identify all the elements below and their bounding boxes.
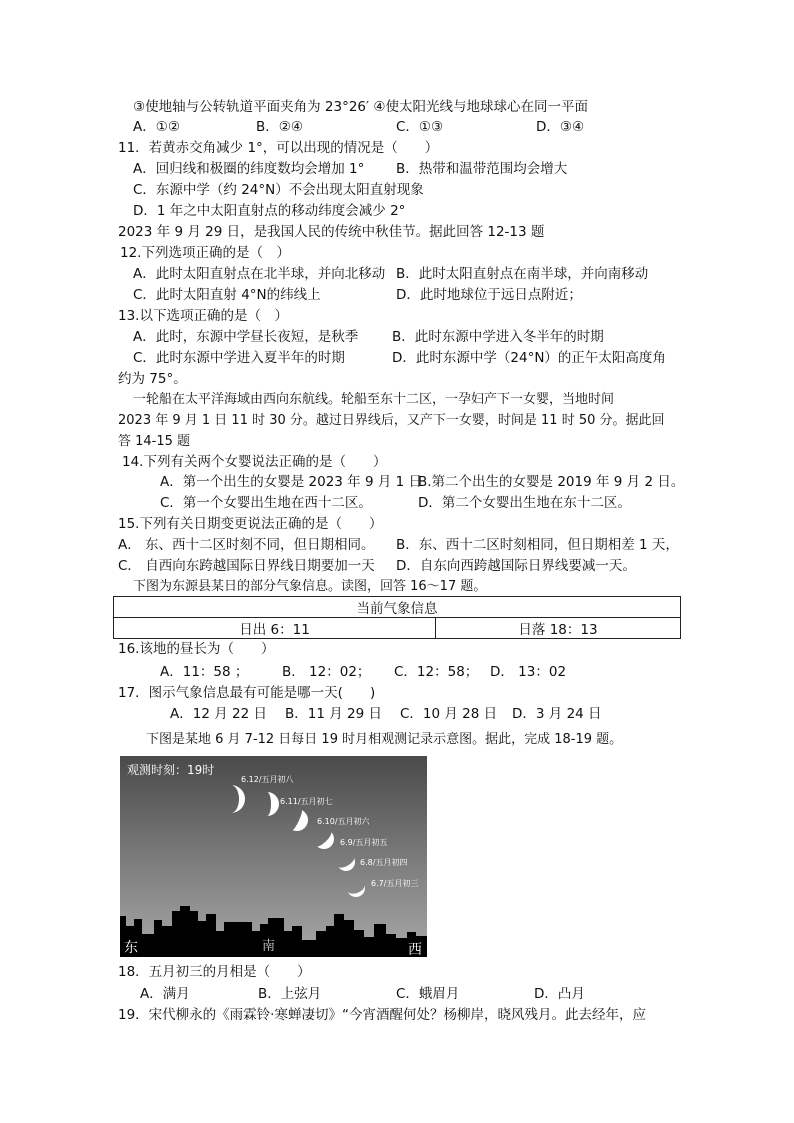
q19-stem: 19．宋代柳永的《雨霖铃·寒蝉凄切》“今宵酒醒何处？杨柳岸，晓风残月。此去经年，应 [118,1007,646,1023]
q16-option-c: C．12：58； [394,664,479,680]
q17-option-a: A．12 月 22 日 [170,706,267,722]
q13-option-d-cont: 约为 75°。 [118,371,187,387]
direction-east: 东 [124,940,138,956]
q13-stem: 13.以下选项正确的是（ ） [118,308,288,324]
intro-14-15-line3: 答 14-15 题 [118,434,191,449]
intro-16-17: 下图为东源县某日的部分气象信息。读图，回答 16～17 题。 [133,579,487,594]
q14-option-d: D．第二个女婴出生地在东十二区。 [418,495,631,511]
intro-12-13: 2023 年 9 月 29 日，是我国人民的传统中秋佳节。据此回答 12-13 题 [118,224,545,240]
q18-stem: 18．五月初三的月相是（ ） [118,964,311,980]
moon-label-6-9: 6.9/五月初五 [340,838,388,847]
q13-option-c: C．此时东源中学进入夏半年的时期 [133,350,345,366]
q17-option-c: C．10 月 28 日 [400,706,498,722]
intro-14-15-line2: 2023 年 9 月 1 日 11 时 30 分。越过日界线后，又产下一女婴，时间是 11 时 50 分。据此回 [118,413,665,428]
q11-option-a: A．回归线和极圈的纬度数均会增加 1° [133,161,365,177]
q16-stem: 16.该地的昼长为（ ） [118,641,275,657]
moon-label-6-11: 6.11/五月初七 [280,797,333,806]
q10-option-a: A．①② [133,119,180,135]
q12-stem: 12.下列选项正确的是（ ） [120,245,290,261]
moon-label-6-10: 6.10/五月初六 [317,817,370,826]
direction-south: 南 [262,939,276,954]
q18-option-a: A．满月 [140,986,190,1002]
q16-option-d: D． 13：02 [490,664,567,680]
q15-option-d: D．自东向西跨越国际日界线要减一天。 [396,558,636,574]
q18-option-d: D．凸月 [534,986,585,1002]
sunrise-cell: 日出 6：11 [114,618,436,639]
q11-stem: 11．若黄赤交角减少 1°，可以出现的情况是（ ） [118,140,439,156]
q16-option-b: B． 12：02； [282,664,371,680]
q10-option-c: C．①③ [396,119,444,135]
q14-option-a: A．第一个出生的女婴是 2023 年 9 月 1 日 [160,474,423,490]
q17-stem: 17．图示气象信息最有可能是哪一天( ) [118,685,376,701]
q17-option-d: D．3 月 24 日 [512,706,602,722]
q12-option-b: B．此时太阳直射点在南半球，并向南移动 [396,266,649,282]
q17-option-b: B．11 月 29 日 [285,706,382,722]
q10-option-d: D．③④ [536,119,585,135]
q14-option-c: C．第一个女婴出生地在西十二区。 [160,495,372,511]
sunset-cell: 日落 18：13 [436,618,681,639]
q14-option-b: B.第二个出生的女婴是 2019 年 9 月 2 日。 [418,474,685,490]
q12-option-a: A．此时太阳直射点在北半球，并向北移动 [133,266,386,282]
figure-title: 观测时刻：19时 [127,763,215,777]
q18-option-c: C．蛾眉月 [396,986,460,1002]
q10-items-line: ③使地轴与公转轨道平面夹角为 23°26′ ④使太阳光线与地球球心在同一平面 [133,99,588,115]
intro-14-15-line1: 一轮船在太平洋海域由西向东航线。轮船至东十二区，一孕妇产下一女婴，当地时间 [133,392,615,407]
q16-option-a: A．11：58 ； [160,664,249,680]
q11-option-c: C．东源中学（约 24°N）不会出现太阳直射现象 [133,182,424,198]
q15-option-b: B．东、西十二区时刻相同，但日期相差 1 天， [396,537,679,553]
q13-option-d: D．此时东源中学（24°N）的正午太阳高度角 [392,350,666,366]
q15-option-a: A． 东、西十二区时刻不同，但日期相同。 [118,537,375,553]
q11-option-b: B．热带和温带范围均会增大 [396,161,568,177]
weather-info-table [113,596,681,639]
intro-18-19: 下图是某地 6 月 7-12 日每日 19 时月相观测记录示意图。据此，完成 18-19 题。 [146,732,623,747]
q10-option-b: B．②④ [256,119,303,135]
q18-option-b: B．上弦月 [258,986,322,1002]
q12-option-c: C．此时太阳直射 4°N的纬线上 [133,287,321,303]
moon-label-6-8: 6.8/五月初四 [360,858,408,867]
moon-label-6-12: 6.12/五月初八 [241,775,294,784]
moon-phase-figure [120,756,427,957]
q11-option-d: D．1 年之中太阳直射点的移动纬度会减少 2° [133,203,406,219]
q13-option-b: B．此时东源中学进入冬半年的时期 [392,329,604,345]
q14-stem: 14.下列有关两个女婴说法正确的是（ ） [122,454,387,470]
q13-option-a: A．此时，东源中学昼长夜短，是秋季 [133,329,359,345]
moon-label-6-7: 6.7/五月初三 [371,879,419,888]
q15-option-c: C． 自西向东跨越国际日界线日期要加一天 [118,558,375,574]
weather-header: 当前气象信息 [114,597,681,618]
direction-west: 西 [408,942,422,957]
q12-option-d: D．此时地球位于远日点附近； [396,287,582,303]
q15-stem: 15.下列有关日期变更说法正确的是（ ） [118,516,383,532]
